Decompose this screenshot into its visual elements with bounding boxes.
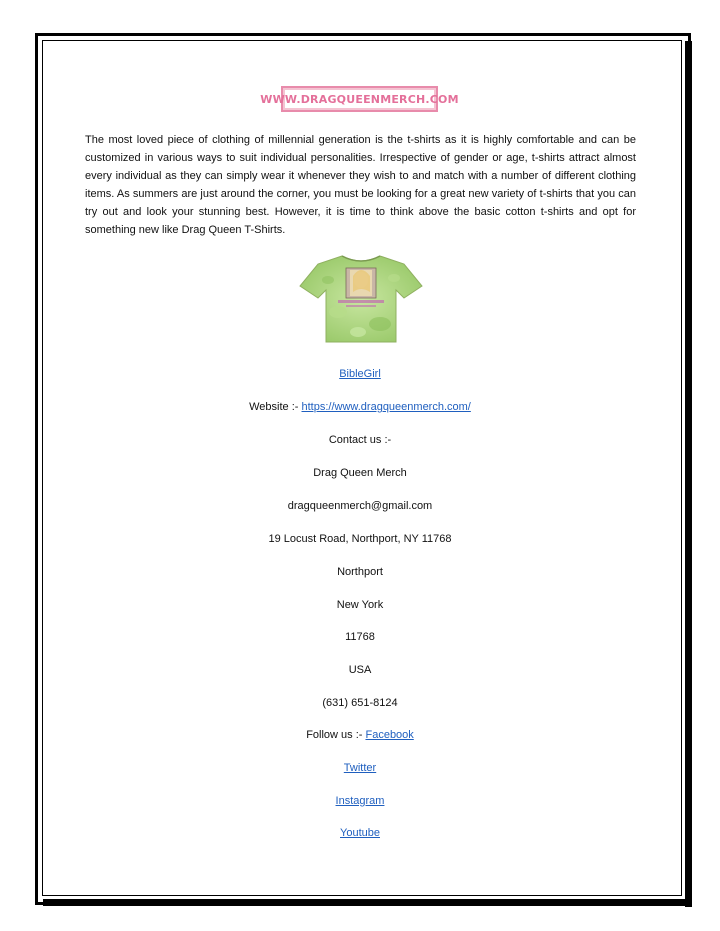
page-border-shadow-bottom	[43, 899, 692, 906]
company-name: Drag Queen Merch	[313, 467, 407, 479]
email-text: dragqueenmerch@gmail.com	[287, 500, 433, 512]
intro-paragraph: The most loved piece of clothing of millennial generation is the t-shirts as it is highly comfortable and can be customized in various ways to suit individual personalities. Irrespective of gender or age, t-shirts attract almost every individual as they can simply wear it whenever they wish to and match with a number of different clothing items. As summers are just around the corner, you must be looking for a great new variety of t-shirts that you can try out and look your stunning best. However, it is time to think above the basic cotton t-shirts and opt for something new like Drag Queen T-Shirts.	[85, 134, 636, 236]
website-label: Website :-	[249, 401, 302, 413]
phone-text: (631) 651-8124	[322, 697, 398, 709]
follow-label: Follow us :-	[306, 729, 366, 741]
zip-text: 11768	[345, 631, 375, 643]
tshirt-illustration	[298, 252, 424, 344]
address-text: 19 Locust Road, Northport, NY 11768	[268, 533, 452, 545]
twitter-link[interactable]: Twitter	[343, 762, 377, 774]
tshirt-image	[298, 252, 424, 344]
instagram-link[interactable]: Instagram	[335, 795, 385, 807]
twitter-row	[0, 761, 720, 775]
biblegirl-link[interactable]: BibleGirl	[339, 368, 381, 380]
site-logo-inner	[260, 90, 459, 108]
youtube-row	[0, 826, 720, 840]
country-text: USA	[348, 664, 372, 676]
site-logo-text: WWW.DRAGQUEENMERCH.COM	[260, 92, 459, 106]
facebook-link[interactable]: Facebook	[365, 729, 414, 741]
city-text: Northport	[337, 566, 383, 578]
youtube-link[interactable]: Youtube	[340, 827, 380, 839]
instagram-row	[0, 794, 720, 808]
website-link[interactable]: https://www.dragqueenmerch.com/	[301, 401, 471, 413]
state-text: New York	[336, 599, 384, 611]
website-row	[0, 400, 720, 414]
site-logo	[260, 86, 459, 112]
contact-heading: Contact us :-	[328, 434, 392, 446]
follow-row	[0, 728, 720, 742]
product-link-row	[0, 367, 720, 381]
